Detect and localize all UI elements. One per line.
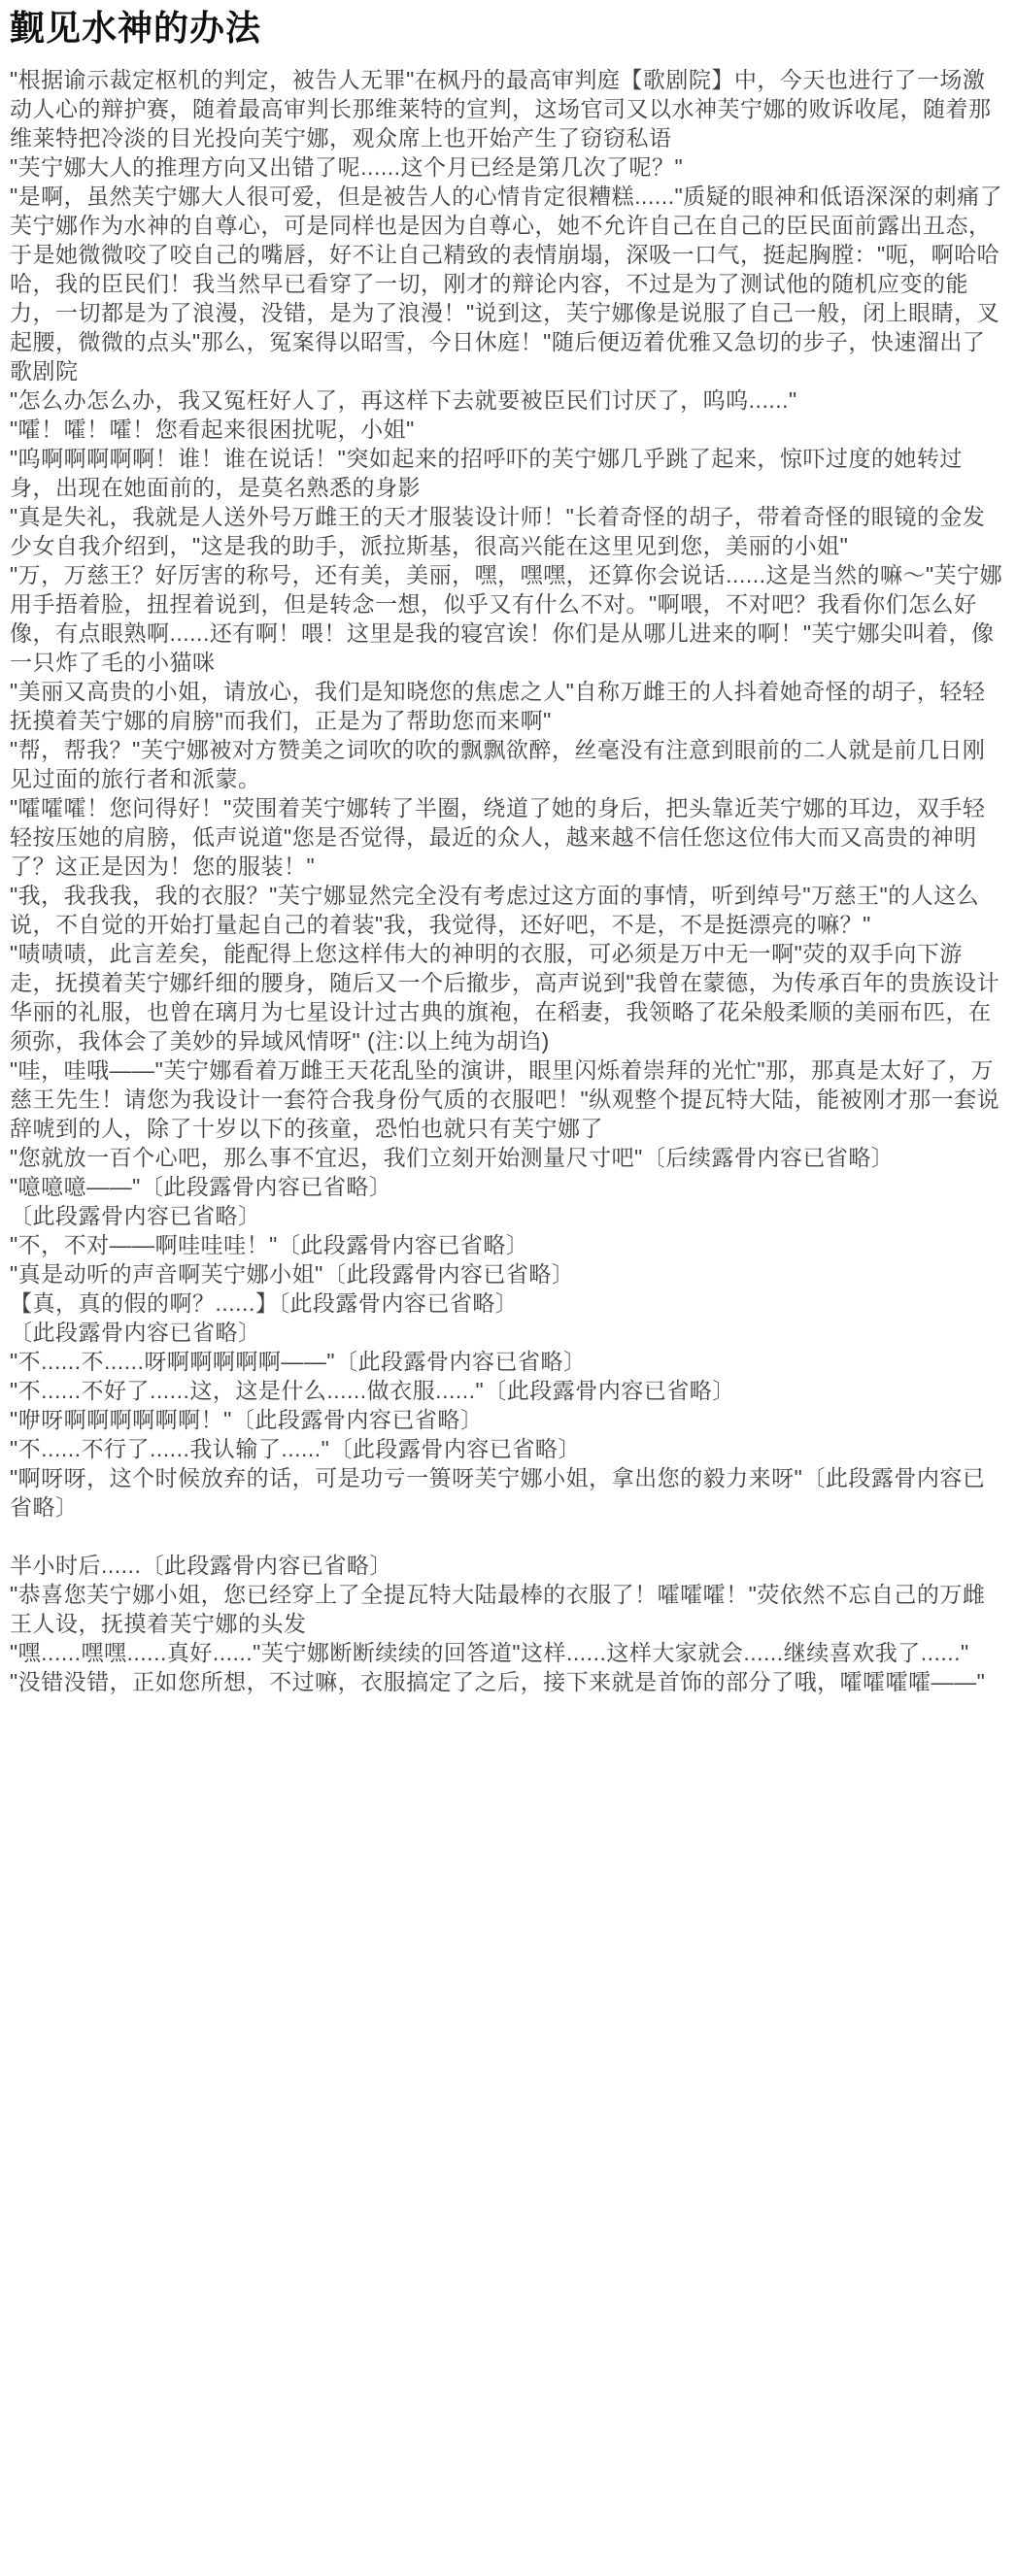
paragraph: "嚯嚯嚯！您问得好！"荧围着芙宁娜转了半圈，绕道了她的身后，把头靠近芙宁娜的耳边，双手轻轻按压她的肩膀，低声说道"您是否觉得，最近的众人，越来越不信任您这位伟大而又高贵的神明了？这正是因为！您的服装！" [10, 795, 986, 880]
paragraph: "恭喜您芙宁娜小姐，您已经穿上了全提瓦特大陆最棒的衣服了！嚯嚯嚯！"荧依然不忘自己的万雌王人设，抚摸着芙宁娜的头发 [10, 1582, 986, 1637]
paragraph: "不......不......呀啊啊啊啊啊——"〔此段露骨内容已省略〕 [10, 1349, 587, 1375]
paragraph: "呜啊啊啊啊啊！谁！谁在说话！"突如起来的招呼吓的芙宁娜几乎跳了起来，惊吓过度的她转过身，出现在她面前的，是莫名熟悉的身影 [10, 446, 963, 501]
paragraph: "嘿......嘿嘿......真好......"芙宁娜断断续续的回答道"这样......这样大家就会......继续喜欢我了......" [10, 1640, 969, 1666]
paragraph: "根据谕示裁定枢机的判定，被告人无罪"在枫丹的最高审判庭【歌剧院】中，今天也进行了一场激动人心的辩护赛，随着最高审判长那维莱特的宣判，这场官司又以水神芙宁娜的败诉收尾，随着那维莱特把冷淡的目光投向芙宁娜，观众席上也开始产生了窃窃私语 [10, 67, 992, 151]
paragraph: "芙宁娜大人的推理方向又出错了呢......这个月已经是第几次了呢？" [10, 154, 684, 181]
article-body [10, 65, 1006, 1696]
paragraph: 〔此段露骨内容已省略〕 [10, 1203, 261, 1229]
paragraph: "万，万慈王？好厉害的称号，还有美，美丽，嘿，嘿嘿，还算你会说话......这是当然的嘛～"芙宁娜用手捂着脸，扭捏着说到，但是转念一想，似乎又有什么不对。"啊喂，不对吧？我看你们怎么好像，有点眼熟啊......还有啊！喂！这里是我的寝宫诶！你们是从哪儿进来的啊！"芙宁娜尖叫着，像一只炸了毛的小猫咪 [10, 562, 1003, 676]
paragraph: "真是动听的声音啊芙宁娜小姐"〔此段露骨内容已省略〕 [10, 1261, 575, 1288]
paragraph: 【真，真的假的啊？......】〔此段露骨内容已省略〕 [10, 1290, 519, 1317]
paragraph: 半小时后......〔此段露骨内容已省略〕 [10, 1553, 392, 1579]
paragraph: "哇，哇哦——"芙宁娜看着万雌王天花乱坠的演讲，眼里闪烁着崇拜的光忙"那，那真是太好了，万慈王先生！请您为我设计一套符合我身份气质的衣服吧！"纵观整个提瓦特大陆，能被刚才那一套说辞唬到的人，除了十岁以下的孩童，恐怕也就只有芙宁娜了 [10, 1057, 1000, 1142]
paragraph: "没错没错，正如您所想，不过嘛，衣服搞定了之后，接下来就是首饰的部分了哦，嚯嚯嚯嚯——" [10, 1669, 986, 1695]
paragraph: "啧啧啧，此言差矣，能配得上您这样伟大的神明的衣服，可必须是万中无一啊"荧的双手向下游走，抚摸着芙宁娜纤细的腰身，随后又一个后撤步，高声说到"我曾在蒙德，为传承百年的贵族设计华丽的礼服，也曾在璃月为七星设计过古典的旗袍，在稻妻，我领略了花朵般柔顺的美丽布匹，在须弥，我体会了美妙的异域风情呀" (注:以上纯为胡诌) [10, 941, 1000, 1054]
paragraph [10, 1522, 1006, 1551]
paragraph: "我，我我我，我的衣服？"芙宁娜显然完全没有考虑过这方面的事情，听到绰号"万慈王"的人这么说，不自觉的开始打量起自己的着装"我，我觉得，还好吧，不是，不是挺漂亮的嘛？" [10, 883, 980, 938]
paragraph: "不，不对——啊哇哇哇！"〔此段露骨内容已省略〕 [10, 1232, 529, 1258]
paragraph: "真是失礼，我就是人送外号万雌王的天才服装设计师！"长着奇怪的胡子，带着奇怪的眼镜的金发少女自我介绍到，"这是我的助手，派拉斯基，很高兴能在这里见到您，美丽的小姐" [10, 504, 986, 559]
paragraph: "是啊，虽然芙宁娜大人很可爱，但是被告人的心情肯定很糟糕......"质疑的眼神和低语深深的刺痛了芙宁娜作为水神的自尊心，可是同样也是因为自尊心，她不允许自己在自己的臣民面前露出丑态，于是她微微咬了咬自己的嘴唇，好不让自己精致的表情崩塌，深吸一口气，挺起胸膛："呃，啊哈哈哈，我的臣民们！我当然早已看穿了一切，刚才的辩论内容，不过是为了测试他的随机应变的能力，一切都是为了浪漫，没错，是为了浪漫！"说到这，芙宁娜像是说服了自己一般，闭上眼睛，叉起腰，微微的点头"那么，冤案得以昭雪，今日休庭！"随后便迈着优雅又急切的步子，快速溜出了歌剧院 [10, 184, 1003, 385]
paragraph: "咿呀啊啊啊啊啊啊！"〔此段露骨内容已省略〕 [10, 1407, 484, 1433]
paragraph: 〔此段露骨内容已省略〕 [10, 1320, 261, 1346]
paragraph: "嚯！嚯！嚯！您看起来很困扰呢，小姐" [10, 417, 415, 443]
page-title: 觐见水神的办法 [10, 8, 262, 48]
paragraph: "不......不行了......我认输了......"〔此段露骨内容已省略〕 [10, 1436, 581, 1462]
paragraph: "不......不好了......这，这是什么......做衣服......"〔此段露骨内容已省略〕 [10, 1378, 735, 1404]
paragraph: "噫噫噫——"〔此段露骨内容已省略〕 [10, 1174, 392, 1200]
paragraph: "美丽又高贵的小姐，请放心，我们是知晓您的焦虑之人"自称万雌王的人抖着她奇怪的胡子，轻轻抚摸着芙宁娜的肩膀"而我们，正是为了帮助您而来啊" [10, 679, 986, 734]
paragraph: "您就放一百个心吧，那么事不宜迟，我们立刻开始测量尺寸吧"〔后续露骨内容已省略〕 [10, 1145, 895, 1171]
paragraph: "啊呀呀，这个时候放弃的话，可是功亏一篑呀芙宁娜小姐，拿出您的毅力来呀"〔此段露骨内容已省略〕 [10, 1465, 986, 1521]
paragraph: "怎么办怎么办，我又冤枉好人了，再这样下去就要被臣民们讨厌了，呜呜......" [10, 387, 797, 414]
paragraph: "帮，帮我？"芙宁娜被对方赞美之词吹的吹的飘飘欲醉，丝毫没有注意到眼前的二人就是前几日刚见过面的旅行者和派蒙。 [10, 737, 986, 792]
